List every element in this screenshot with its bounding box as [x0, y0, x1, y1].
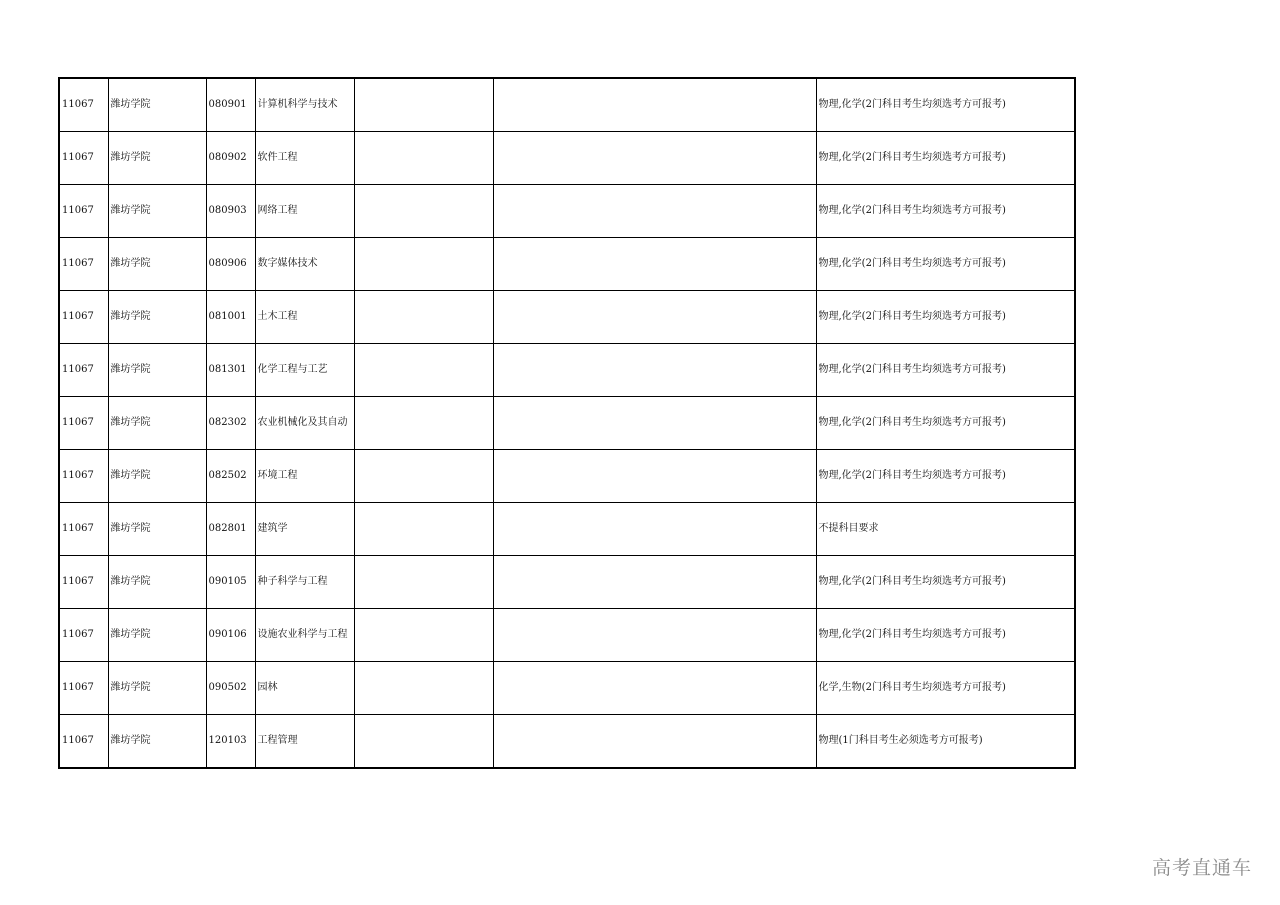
empty-cell — [354, 344, 493, 397]
empty-cell — [354, 450, 493, 503]
empty-cell — [354, 132, 493, 185]
empty-cell — [493, 78, 816, 132]
school-name-cell: 潍坊学院 — [108, 662, 206, 715]
school-code-cell: 11067 — [59, 397, 108, 450]
major-code-cell: 082801 — [206, 503, 255, 556]
empty-cell — [493, 556, 816, 609]
empty-cell — [493, 450, 816, 503]
table-row — [59, 715, 1075, 769]
empty-cell — [493, 715, 816, 769]
school-code-cell: 11067 — [59, 291, 108, 344]
empty-cell — [354, 78, 493, 132]
subject-requirement-cell: 不提科目要求 — [816, 503, 1075, 556]
school-name-cell: 潍坊学院 — [108, 397, 206, 450]
empty-cell — [354, 238, 493, 291]
empty-cell — [354, 556, 493, 609]
subject-requirement-cell: 物理,化学(2门科目考生均须选考方可报考) — [816, 185, 1075, 238]
table-row — [59, 556, 1075, 609]
subject-requirement-cell: 物理,化学(2门科目考生均须选考方可报考) — [816, 238, 1075, 291]
subject-requirement-cell: 物理,化学(2门科目考生均须选考方可报考) — [816, 132, 1075, 185]
table-row — [59, 609, 1075, 662]
school-code-cell: 11067 — [59, 238, 108, 291]
major-name-cell: 软件工程 — [255, 132, 354, 185]
school-name-cell: 潍坊学院 — [108, 132, 206, 185]
school-name-cell: 潍坊学院 — [108, 344, 206, 397]
school-name-cell: 潍坊学院 — [108, 291, 206, 344]
empty-cell — [493, 185, 816, 238]
empty-cell — [354, 662, 493, 715]
school-name-cell: 潍坊学院 — [108, 503, 206, 556]
table-body — [59, 78, 1075, 768]
major-name-cell: 数字媒体技术 — [255, 238, 354, 291]
table-row — [59, 132, 1075, 185]
table-row — [59, 662, 1075, 715]
school-code-cell: 11067 — [59, 78, 108, 132]
school-code-cell: 11067 — [59, 185, 108, 238]
empty-cell — [354, 291, 493, 344]
major-name-cell: 化学工程与工艺 — [255, 344, 354, 397]
major-code-cell: 080906 — [206, 238, 255, 291]
empty-cell — [354, 715, 493, 769]
empty-cell — [354, 397, 493, 450]
empty-cell — [493, 609, 816, 662]
major-name-cell: 环境工程 — [255, 450, 354, 503]
empty-cell — [493, 397, 816, 450]
empty-cell — [354, 503, 493, 556]
empty-cell — [493, 662, 816, 715]
major-name-cell: 网络工程 — [255, 185, 354, 238]
school-code-cell: 11067 — [59, 344, 108, 397]
school-code-cell: 11067 — [59, 450, 108, 503]
subject-requirement-cell: 物理,化学(2门科目考生均须选考方可报考) — [816, 556, 1075, 609]
major-code-cell: 090106 — [206, 609, 255, 662]
subject-requirement-cell: 化学,生物(2门科目考生均须选考方可报考) — [816, 662, 1075, 715]
school-name-cell: 潍坊学院 — [108, 185, 206, 238]
school-code-cell: 11067 — [59, 132, 108, 185]
table-row — [59, 503, 1075, 556]
major-code-cell: 080902 — [206, 132, 255, 185]
school-name-cell: 潍坊学院 — [108, 238, 206, 291]
major-code-cell: 082302 — [206, 397, 255, 450]
subject-requirement-cell: 物理,化学(2门科目考生均须选考方可报考) — [816, 609, 1075, 662]
empty-cell — [493, 132, 816, 185]
empty-cell — [493, 344, 816, 397]
school-code-cell: 11067 — [59, 503, 108, 556]
table-row — [59, 291, 1075, 344]
empty-cell — [354, 609, 493, 662]
major-code-cell: 081301 — [206, 344, 255, 397]
school-code-cell: 11067 — [59, 609, 108, 662]
school-name-cell: 潍坊学院 — [108, 78, 206, 132]
major-code-cell: 082502 — [206, 450, 255, 503]
table-row — [59, 450, 1075, 503]
major-name-cell: 设施农业科学与工程 — [255, 609, 354, 662]
subject-requirement-cell: 物理,化学(2门科目考生均须选考方可报考) — [816, 291, 1075, 344]
table-row — [59, 238, 1075, 291]
major-name-cell: 工程管理 — [255, 715, 354, 769]
table-row — [59, 344, 1075, 397]
school-name-cell: 潍坊学院 — [108, 609, 206, 662]
subject-requirement-cell: 物理(1门科目考生必须选考方可报考) — [816, 715, 1075, 769]
major-name-cell: 计算机科学与技术 — [255, 78, 354, 132]
empty-cell — [354, 185, 493, 238]
major-name-cell: 种子科学与工程 — [255, 556, 354, 609]
major-code-cell: 080903 — [206, 185, 255, 238]
empty-cell — [493, 291, 816, 344]
major-name-cell: 农业机械化及其自动 — [255, 397, 354, 450]
empty-cell — [493, 503, 816, 556]
subject-requirement-cell: 物理,化学(2门科目考生均须选考方可报考) — [816, 78, 1075, 132]
table-row — [59, 185, 1075, 238]
subject-requirements-table — [58, 77, 1076, 769]
watermark-text: 高考直通车 — [1151, 857, 1252, 879]
major-code-cell: 090105 — [206, 556, 255, 609]
major-code-cell: 090502 — [206, 662, 255, 715]
major-code-cell: 120103 — [206, 715, 255, 769]
major-name-cell: 土木工程 — [255, 291, 354, 344]
school-name-cell: 潍坊学院 — [108, 715, 206, 769]
school-code-cell: 11067 — [59, 556, 108, 609]
major-name-cell: 园林 — [255, 662, 354, 715]
subject-requirement-cell: 物理,化学(2门科目考生均须选考方可报考) — [816, 450, 1075, 503]
school-name-cell: 潍坊学院 — [108, 556, 206, 609]
major-code-cell: 080901 — [206, 78, 255, 132]
major-name-cell: 建筑学 — [255, 503, 354, 556]
subject-requirement-cell: 物理,化学(2门科目考生均须选考方可报考) — [816, 344, 1075, 397]
table-row — [59, 397, 1075, 450]
table-row — [59, 78, 1075, 132]
school-name-cell: 潍坊学院 — [108, 450, 206, 503]
empty-cell — [493, 238, 816, 291]
major-code-cell: 081001 — [206, 291, 255, 344]
school-code-cell: 11067 — [59, 662, 108, 715]
subject-requirement-cell: 物理,化学(2门科目考生均须选考方可报考) — [816, 397, 1075, 450]
school-code-cell: 11067 — [59, 715, 108, 769]
